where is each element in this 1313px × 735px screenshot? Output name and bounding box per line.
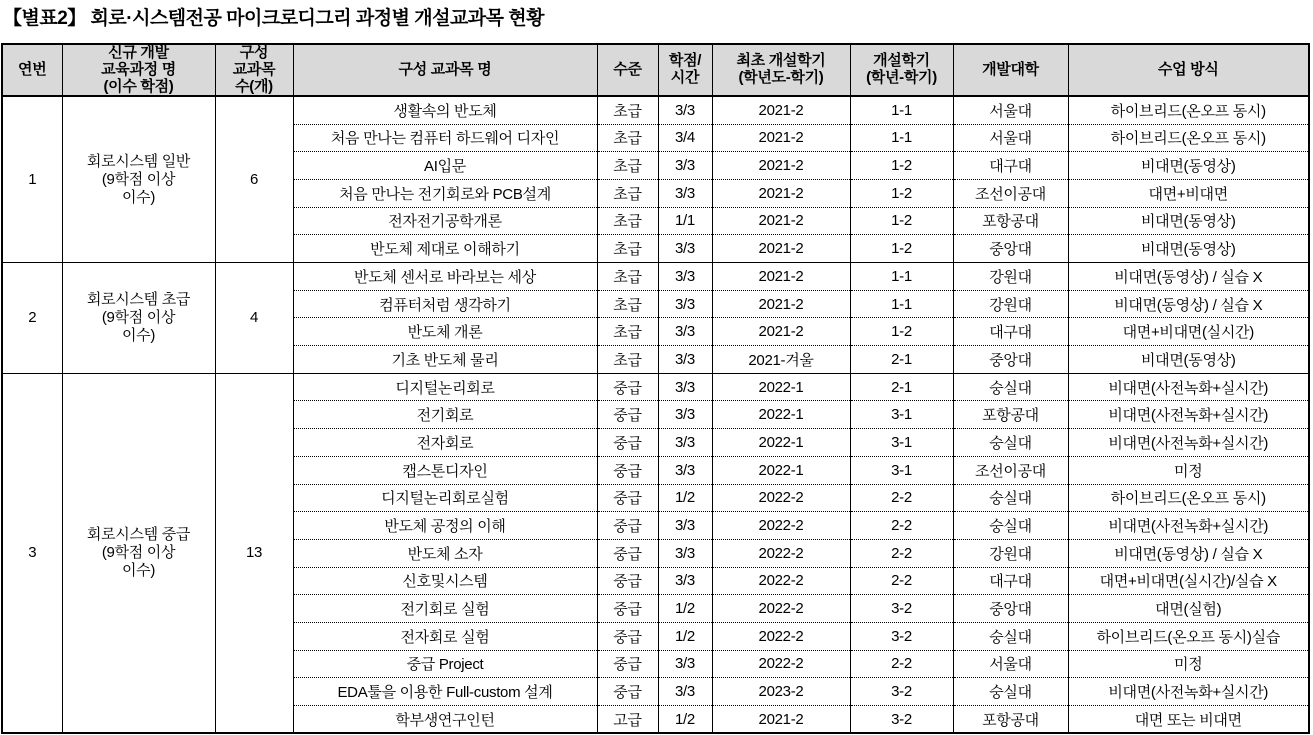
course-name: AI입문: [293, 152, 597, 180]
course-row: [2, 263, 1309, 291]
group-program: [62, 96, 215, 262]
course-name: 중급 Project: [293, 650, 597, 678]
course-first-term: 2022-2: [712, 484, 850, 512]
group-program-line: 이수): [121, 188, 156, 206]
col-header-no: [2, 44, 62, 96]
col-header-line: 학점/: [668, 52, 702, 70]
course-level: 초급: [597, 318, 658, 346]
course-name: 반도체 개론: [293, 318, 597, 346]
course-term: 1-1: [850, 290, 953, 318]
course-term: 1-2: [850, 152, 953, 180]
course-first-term: 2021-2: [712, 152, 850, 180]
course-univ: 강원대: [953, 539, 1068, 567]
course-row: [2, 373, 1309, 401]
course-term: 2-1: [850, 346, 953, 374]
course-method: 비대면(동영상): [1068, 235, 1309, 263]
group-program-line: (9학점 이상: [101, 309, 176, 327]
course-term: 3-1: [850, 429, 953, 457]
course-name: 처음 만나는 컴퓨터 하드웨어 디자인: [293, 124, 597, 152]
course-level: 중급: [597, 429, 658, 457]
course-level: 중급: [597, 373, 658, 401]
course-first-term: 2021-2: [712, 318, 850, 346]
course-level: 중급: [597, 567, 658, 595]
course-credit: 3/3: [658, 429, 712, 457]
col-header-line: 구성: [239, 44, 269, 61]
group-program-line: 이수): [121, 326, 156, 344]
course-credit: 1/2: [658, 622, 712, 650]
course-level: 고급: [597, 706, 658, 734]
course-name: EDA툴을 이용한 Full-custom 설계: [293, 678, 597, 706]
course-method: 대면 또는 비대면: [1068, 706, 1309, 734]
course-name: 처음 만나는 전기회로와 PCB설계: [293, 179, 597, 207]
col-header-univ: [953, 44, 1068, 96]
col-header-line: 시간: [670, 69, 700, 87]
course-univ: 대구대: [953, 567, 1068, 595]
col-header-program: [62, 44, 215, 96]
course-method: 하이브리드(온오프 동시): [1068, 124, 1309, 152]
col-header-count: [215, 44, 293, 96]
course-method: 비대면(사전녹화+실시간): [1068, 429, 1309, 457]
course-method: 비대면(동영상): [1068, 152, 1309, 180]
col-header-line: 수(개): [235, 77, 273, 95]
course-method: 비대면(동영상): [1068, 346, 1309, 374]
course-univ: 조선이공대: [953, 456, 1068, 484]
course-first-term: 2022-2: [712, 595, 850, 623]
course-level: 중급: [597, 401, 658, 429]
col-header-line: (학년도-학기): [738, 69, 824, 87]
course-name: 전기회로 실험: [293, 595, 597, 623]
group-program-line: 이수): [121, 561, 156, 579]
course-first-term: 2022-2: [712, 567, 850, 595]
course-method: 비대면(사전녹화+실시간): [1068, 512, 1309, 540]
col-header-line: 개발대학: [982, 60, 1039, 78]
course-credit: 3/3: [658, 179, 712, 207]
course-method: 하이브리드(온오프 동시): [1068, 96, 1309, 124]
course-first-term: 2022-1: [712, 456, 850, 484]
group-program: [62, 373, 215, 733]
course-term: 3-2: [850, 678, 953, 706]
course-level: 초급: [597, 290, 658, 318]
col-header-line: 연번: [18, 60, 47, 78]
course-level: 중급: [597, 484, 658, 512]
course-credit: 3/3: [658, 512, 712, 540]
course-name: 캡스톤디자인: [293, 456, 597, 484]
course-name: 반도체 센서로 바라보는 세상: [293, 263, 597, 291]
course-univ: 중앙대: [953, 346, 1068, 374]
course-name: 생활속의 반도체: [293, 96, 597, 124]
course-name: 전자전기공학개론: [293, 207, 597, 235]
course-credit: 3/3: [658, 567, 712, 595]
course-univ: 서울대: [953, 650, 1068, 678]
group-no: 3: [2, 373, 62, 733]
col-header-line: 수업 방식: [1157, 60, 1219, 78]
course-term: 1-2: [850, 207, 953, 235]
col-header-credit: [658, 44, 712, 96]
col-header-line: 개설학기: [873, 52, 930, 70]
course-first-term: 2022-2: [712, 512, 850, 540]
course-level: 초급: [597, 263, 658, 291]
course-credit: 3/3: [658, 263, 712, 291]
group-no: 1: [2, 96, 62, 262]
course-univ: 강원대: [953, 263, 1068, 291]
course-term: 2-2: [850, 484, 953, 512]
course-credit: 3/3: [658, 401, 712, 429]
col-header-line: 교과목: [232, 60, 276, 78]
course-name: 컴퓨터처럼 생각하기: [293, 290, 597, 318]
course-univ: 대구대: [953, 318, 1068, 346]
course-first-term: 2021-2: [712, 290, 850, 318]
course-term: 1-1: [850, 124, 953, 152]
course-first-term: 2021-겨울: [712, 346, 850, 374]
course-level: 초급: [597, 152, 658, 180]
course-first-term: 2022-2: [712, 539, 850, 567]
col-header-line: (이수 학점): [103, 77, 174, 95]
course-name: 반도체 공정의 이해: [293, 512, 597, 540]
course-level: 초급: [597, 124, 658, 152]
course-first-term: 2021-2: [712, 96, 850, 124]
course-first-term: 2023-2: [712, 678, 850, 706]
group-program-line: (9학점 이상: [101, 544, 176, 562]
course-term: 2-2: [850, 539, 953, 567]
group-program-line: 회로시스템 초급: [86, 291, 191, 309]
course-level: 중급: [597, 512, 658, 540]
course-credit: 3/3: [658, 235, 712, 263]
course-univ: 대구대: [953, 152, 1068, 180]
course-term: 1-1: [850, 263, 953, 291]
course-term: 3-1: [850, 456, 953, 484]
course-credit: 3/3: [658, 346, 712, 374]
col-header-line: (학년-학기): [866, 69, 937, 87]
course-name: 반도체 제대로 이해하기: [293, 235, 597, 263]
course-name: 학부생연구인턴: [293, 706, 597, 734]
course-name: 반도체 소자: [293, 539, 597, 567]
course-univ: 중앙대: [953, 595, 1068, 623]
course-credit: 3/3: [658, 318, 712, 346]
course-univ: 포항공대: [953, 401, 1068, 429]
course-name: 전자회로: [293, 429, 597, 457]
course-credit: 3/3: [658, 539, 712, 567]
col-header-line: 최초 개설학기: [736, 52, 826, 70]
col-header-line: 구성 교과목 명: [398, 60, 492, 78]
course-term: 3-2: [850, 706, 953, 734]
course-level: 중급: [597, 622, 658, 650]
course-method: 비대면(사전녹화+실시간): [1068, 373, 1309, 401]
course-credit: 3/3: [658, 650, 712, 678]
header-row: [2, 44, 1309, 96]
course-first-term: 2022-2: [712, 622, 850, 650]
course-univ: 서울대: [953, 124, 1068, 152]
course-method: 하이브리드(온오프 동시): [1068, 484, 1309, 512]
course-univ: 숭실대: [953, 678, 1068, 706]
col-header-term: [850, 44, 953, 96]
course-term: 1-2: [850, 318, 953, 346]
course-level: 초급: [597, 207, 658, 235]
course-term: 3-1: [850, 401, 953, 429]
course-method: 미정: [1068, 456, 1309, 484]
course-method: 대면+비대면(실시간): [1068, 318, 1309, 346]
course-credit: 3/3: [658, 456, 712, 484]
course-method: 비대면(사전녹화+실시간): [1068, 678, 1309, 706]
group-program: [62, 263, 215, 374]
course-method: 비대면(동영상) / 실습 X: [1068, 263, 1309, 291]
course-name: 기초 반도체 물리: [293, 346, 597, 374]
course-univ: 숭실대: [953, 373, 1068, 401]
group-program-line: 회로시스템 중급: [86, 526, 191, 544]
course-first-term: 2021-2: [712, 235, 850, 263]
course-credit: 3/3: [658, 152, 712, 180]
course-level: 중급: [597, 456, 658, 484]
group-program-line: (9학점 이상: [101, 170, 176, 188]
course-univ: 포항공대: [953, 706, 1068, 734]
course-level: 초급: [597, 179, 658, 207]
course-credit: 1/1: [658, 207, 712, 235]
page-title: 【별표2】 회로·시스템전공 마이크로디그리 과정별 개설교과목 현황: [3, 8, 544, 29]
course-credit: 1/2: [658, 484, 712, 512]
col-header-level: [597, 44, 658, 96]
course-term: 3-2: [850, 595, 953, 623]
course-level: 중급: [597, 595, 658, 623]
course-first-term: 2021-2: [712, 263, 850, 291]
course-method: 대면(실험): [1068, 595, 1309, 623]
course-credit: 3/4: [658, 124, 712, 152]
course-level: 중급: [597, 678, 658, 706]
course-level: 초급: [597, 235, 658, 263]
course-credit: 1/2: [658, 706, 712, 734]
course-method: 비대면(사전녹화+실시간): [1068, 401, 1309, 429]
group-program-line: 회로시스템 일반: [86, 153, 191, 171]
courses-table: [1, 43, 1310, 734]
course-term: 2-2: [850, 650, 953, 678]
course-term: 3-2: [850, 622, 953, 650]
course-univ: 숭실대: [953, 622, 1068, 650]
col-header-line: 수준: [613, 60, 642, 78]
course-univ: 숭실대: [953, 484, 1068, 512]
course-level: 초급: [597, 346, 658, 374]
course-credit: 1/2: [658, 595, 712, 623]
group-no: 2: [2, 263, 62, 374]
course-name: 전자회로 실험: [293, 622, 597, 650]
course-term: 1-2: [850, 235, 953, 263]
col-header-method: [1068, 44, 1309, 96]
course-term: 1-2: [850, 179, 953, 207]
course-credit: 3/3: [658, 678, 712, 706]
course-credit: 3/3: [658, 373, 712, 401]
course-univ: 중앙대: [953, 235, 1068, 263]
course-row: [2, 96, 1309, 124]
course-first-term: 2022-2: [712, 650, 850, 678]
course-method: 비대면(동영상) / 실습 X: [1068, 539, 1309, 567]
course-first-term: 2021-2: [712, 179, 850, 207]
course-first-term: 2022-1: [712, 401, 850, 429]
course-first-term: 2021-2: [712, 706, 850, 734]
course-name: 신호및시스템: [293, 567, 597, 595]
course-first-term: 2021-2: [712, 124, 850, 152]
course-level: 중급: [597, 650, 658, 678]
col-header-course: [293, 44, 597, 96]
course-method: 대면+비대면(실시간)/실습 X: [1068, 567, 1309, 595]
course-univ: 조선이공대: [953, 179, 1068, 207]
table-body: [2, 96, 1309, 733]
group-count: 6: [215, 96, 293, 262]
col-header-first_term: [712, 44, 850, 96]
course-univ: 포항공대: [953, 207, 1068, 235]
course-method: 대면+비대면: [1068, 179, 1309, 207]
course-first-term: 2022-1: [712, 429, 850, 457]
course-name: 디지털논리회로실험: [293, 484, 597, 512]
course-name: 디지털논리회로: [293, 373, 597, 401]
group-count: 13: [215, 373, 293, 733]
course-credit: 3/3: [658, 290, 712, 318]
course-credit: 3/3: [658, 96, 712, 124]
course-univ: 서울대: [953, 96, 1068, 124]
course-univ: 숭실대: [953, 429, 1068, 457]
course-method: 미정: [1068, 650, 1309, 678]
course-term: 2-2: [850, 567, 953, 595]
course-method: 비대면(동영상): [1068, 207, 1309, 235]
col-header-line: 신규 개발: [108, 44, 169, 61]
course-univ: 강원대: [953, 290, 1068, 318]
course-term: 2-1: [850, 373, 953, 401]
course-first-term: 2021-2: [712, 207, 850, 235]
group-count: 4: [215, 263, 293, 374]
course-first-term: 2022-1: [712, 373, 850, 401]
course-term: 1-1: [850, 96, 953, 124]
course-method: 비대면(동영상) / 실습 X: [1068, 290, 1309, 318]
course-method: 하이브리드(온오프 동시)실습: [1068, 622, 1309, 650]
course-level: 초급: [597, 96, 658, 124]
course-level: 중급: [597, 539, 658, 567]
col-header-line: 교육과정 명: [101, 60, 176, 78]
course-univ: 숭실대: [953, 512, 1068, 540]
course-name: 전기회로: [293, 401, 597, 429]
course-term: 2-2: [850, 512, 953, 540]
